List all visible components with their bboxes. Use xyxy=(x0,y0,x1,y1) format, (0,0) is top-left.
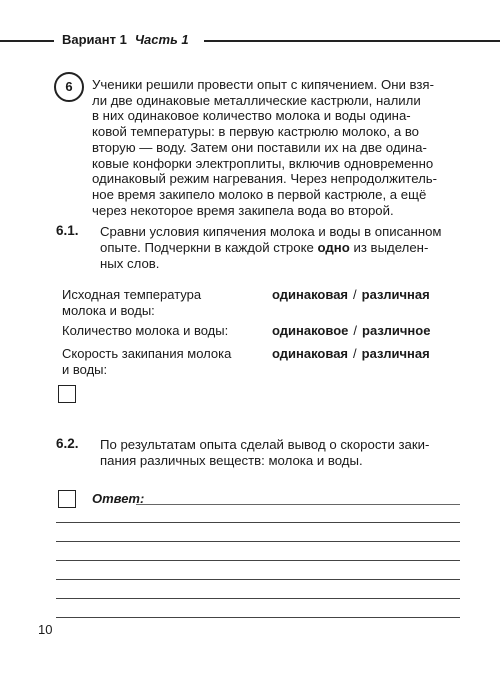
row-label-line: молока и воды: xyxy=(62,302,155,318)
task-6-2-text xyxy=(100,437,462,469)
row-label-initial-temperature xyxy=(62,287,256,318)
question-line: в них одинаковое количество молока и воды одина- xyxy=(92,108,411,124)
option-same[interactable]: одинаковая xyxy=(272,287,349,302)
row-choice-initial-temperature xyxy=(272,287,430,302)
answer-line[interactable] xyxy=(56,522,460,523)
option-different[interactable]: различная xyxy=(361,287,430,302)
emphasis-word: одно xyxy=(317,240,350,255)
row-label-line: Исходная температура xyxy=(62,287,202,302)
part-label: Часть 1 xyxy=(134,32,189,47)
task-6-1-line: ных слов. xyxy=(100,256,160,271)
question-line: Ученики решили провести опыт с кипячением. Они взя- xyxy=(92,77,434,92)
answer-input-line[interactable] xyxy=(136,504,460,505)
question-line: ное время закипело молоко в первой кастрюле, а ещё xyxy=(92,186,427,202)
task-6-1-line: из выделен- xyxy=(353,240,429,255)
answer-line[interactable] xyxy=(56,541,460,542)
row-label-line: Скорость закипания молока xyxy=(62,346,232,361)
answer-label: Ответ: xyxy=(92,491,145,506)
answer-line[interactable] xyxy=(56,617,460,618)
row-label-boiling-speed xyxy=(62,346,256,377)
question-line: ковые конфорки электроплиты, включив одновременно xyxy=(92,155,434,171)
variant-label: Вариант 1 xyxy=(62,32,127,47)
task-6-2-line: пания различных веществ: молока и воды. xyxy=(100,453,363,468)
answer-line[interactable] xyxy=(56,579,460,580)
question-line: вторую — воду. Затем они поставили их на две одина- xyxy=(92,139,427,155)
task-6-1-line: опыте. Подчеркни в каждой строке xyxy=(100,240,314,255)
option-different[interactable]: различная xyxy=(361,346,430,361)
question-line: ковой температуры: в первую кастрюлю молоко, а во xyxy=(92,124,420,140)
option-separator: / xyxy=(353,287,357,302)
question-line: ли две одинаковые металлические кастрюли, налили xyxy=(92,92,421,108)
answer-line[interactable] xyxy=(56,598,460,599)
task-6-2-label: 6.2. xyxy=(56,436,79,451)
score-checkbox-6-1[interactable] xyxy=(58,385,76,403)
header-rule-left xyxy=(0,40,54,42)
header-title xyxy=(62,32,189,47)
task-6-2-line: По результатам опыта сделай вывод о скорости заки- xyxy=(100,437,430,452)
question-number-badge: 6 xyxy=(54,72,84,102)
answer-line[interactable] xyxy=(56,560,460,561)
question-line: одинаковый режим нагревания. Через непродолжитель- xyxy=(92,171,438,187)
task-6-1-line: Сравни условия кипячения молока и воды в описанном xyxy=(100,224,442,239)
score-checkbox-6-2[interactable] xyxy=(58,490,76,508)
page-header xyxy=(0,32,500,50)
option-same[interactable]: одинаковая xyxy=(272,346,349,361)
row-label-line: и воды: xyxy=(62,361,108,377)
row-choice-quantity xyxy=(272,323,430,338)
row-choice-boiling-speed xyxy=(272,346,430,361)
option-separator: / xyxy=(353,323,357,338)
question-line: через некоторое время закипела вода во второй. xyxy=(92,202,394,218)
task-6-1-text xyxy=(100,224,462,272)
option-separator: / xyxy=(353,346,357,361)
row-label-quantity xyxy=(62,323,256,339)
option-same[interactable]: одинаковое xyxy=(272,323,349,338)
page-number: 10 xyxy=(38,622,53,637)
task-6-1-label: 6.1. xyxy=(56,223,79,238)
option-different[interactable]: различное xyxy=(362,323,431,338)
question-text xyxy=(92,77,462,218)
row-label-line: Количество молока и воды: xyxy=(62,323,229,338)
header-rule-right xyxy=(204,40,500,42)
